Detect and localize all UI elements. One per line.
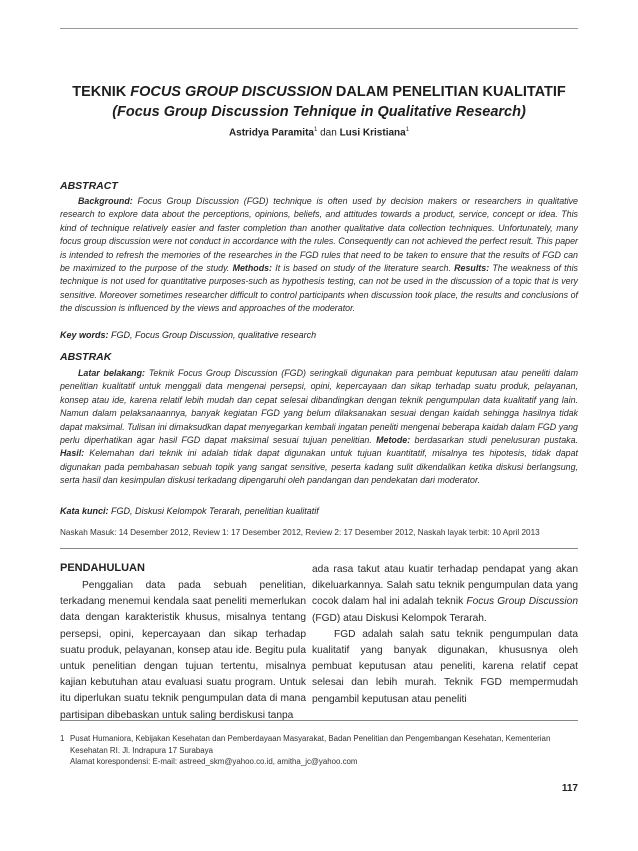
section-divider: [60, 548, 578, 549]
header-rule: [60, 28, 578, 29]
footnote-divider: [60, 720, 578, 721]
footnote-line-3: Alamat korespondensi: E-mail: astreed_skm@yahoo.co.id, amitha_jc@yahoo.com: [70, 757, 358, 766]
body-right-column: ada rasa takut atau kuatir terhadap pendapat yang akan dikeluarkannya. Salah satu teknik pengumpulan data yang cocok dalam hal ini adalah teknik Focus Group Discussion (FGD) atau Diskusi Kelompok Terarah. FGD adalah salah satu teknik pengumpulan data kualitatif yang banyak digunakan, khususnya oleh pembuat keputusan atau peneliti, karena relatif cepat selesai dan lebih murah. Teknik FGD mempermudah pengambil keputusan atau peneliti: [312, 564, 578, 705]
footnote-number: 1: [60, 734, 65, 743]
submission-dates: Naskah Masuk: 14 Desember 2012, Review 1: 17 Desember 2012, Review 2: 17 Desember 2012, Naskah layak terbit: 10 April 2013: [60, 528, 540, 537]
title-line-1: TEKNIK FOCUS GROUP DISCUSSION DALAM PENELITIAN KUALITATIF: [72, 84, 566, 100]
author-1: Astridya Paramita: [228, 127, 314, 139]
abstract-heading: ABSTRACT: [60, 180, 118, 192]
abstrak-heading: ABSTRAK: [60, 351, 112, 363]
title-line-2: (Focus Group Discussion Tehnique in Qualitative Research): [112, 104, 526, 120]
abstrak-body: Latar belakang: Teknik Focus Group Discussion (FGD) seringkali digunakan para pembuat keputusan atau peneliti dalam penelitian kualitatif untuk menggali data mengenai persepsi, opini, kepercayaan dan sikap terhadap suatu produk, pelayanan, konsep atau ide, karena relatif lebih mudah dan cepat selesai dibandingkan dengan teknik pengumpulan data kualitatif yang lain. Namun dalam pelaksanaannya, banyak kegiatan FGD yang belum dilaksanakan sesuai dengan kaidah sehingga hasilnya tidak dapat maksimal. Tulisan ini dimaksudkan dapat menyegarkan kembali ingatan peneliti mengenai beberapa kaidah dalam FGD yang perlu diperhatikan agar hasil FGD dapat maksimal sesuai tujuan penelitian. Metode: berdasarkan studi penelusuran pustaka. Hasil: Kelemahan dari teknik ini adalah tidak dapat digunakan untuk tujuan kuantitatif, misalnya tes hipotesis, tidak dapat digunakan pada pembahasan sebuah topik yang sangat sensitive, peserta kadang sulit dikendalikan ketika diskusi berlangsung, serta hasil dan kesimpulan diskusi terkadang dipengaruhi oleh pandangan dan pendekatan dari moderator.: [60, 368, 578, 486]
author-2: Lusi Kristiana: [339, 127, 406, 139]
abstract-keywords: Key words: FGD, Focus Group Discussion, qualitative research: [60, 330, 317, 340]
body-left-column: Penggalian data pada sebuah penelitian, terkadang menemui kendala saat peneliti memerlukan data dengan karakteristik khusus, misalnya tentang persepsi, opini, kepercayaan dan sikap terhadap suatu produk, pelayanan, konsep atau ide. Begitu pula untuk penelitian dengan tujuan tertentu, misalnya kajian kebutuhan atau evaluasi suatu program. Untuk itu diperlukan suatu teknik pengumpulan data di mana partisipan dibebaskan untuk saling berdiskusi tanpa: [60, 580, 306, 721]
author-line: Astridya Paramita$^1$ dan Lusi Kristiana$^1$: [228, 127, 410, 139]
paper-title: [40, 82, 598, 122]
page-number: 117: [561, 783, 578, 794]
footnote: [60, 733, 578, 768]
abstract-body: Background: Focus Group Discussion (FGD) technique is often used by decision makers or researchers in qualitative research to explore data about the perceptions, opinions, beliefs, and attitudes towards a product, service, concept or idea. This kind of technique relatively easier and faster completion than another qualitative data collection techniques. Unfortunately, many focus group discussion were not conduct in accordance with the rules. Consequently can not achieved the perfect result. This paper is intended to refresh the memories of the researches in the FGD rules that need to be taken to ensure that the results of FGD can be maximized to the purpose of the study. Methods: It is based on study of the literature search. Results: The weakness of this technique is not used for quantitative purposes-such as hypothesis testing, can not be used in the discussion of a topic that is very sensitive. Moreover sometimes researcher difficult to control participants when discussion took place, the results and conclusions of the discussion is influenced by the views and approaches of the moderator.: [60, 196, 578, 314]
footnote-line-2: Kesehatan RI. Jl. Indrapura 17 Surabaya: [70, 745, 213, 755]
abstrak-keywords: Kata kunci: FGD, Diskusi Kelompok Terarah, penelitian kualitatif: [60, 506, 319, 516]
pendahuluan-heading: PENDAHULUAN: [60, 562, 145, 574]
footnote-line-1: Pusat Humaniora, Kebijakan Kesehatan dan Pemberdayaan Masyarakat, Badan Penelitian dan Pengembangan Kesehatan, Kementerian: [70, 734, 551, 743]
